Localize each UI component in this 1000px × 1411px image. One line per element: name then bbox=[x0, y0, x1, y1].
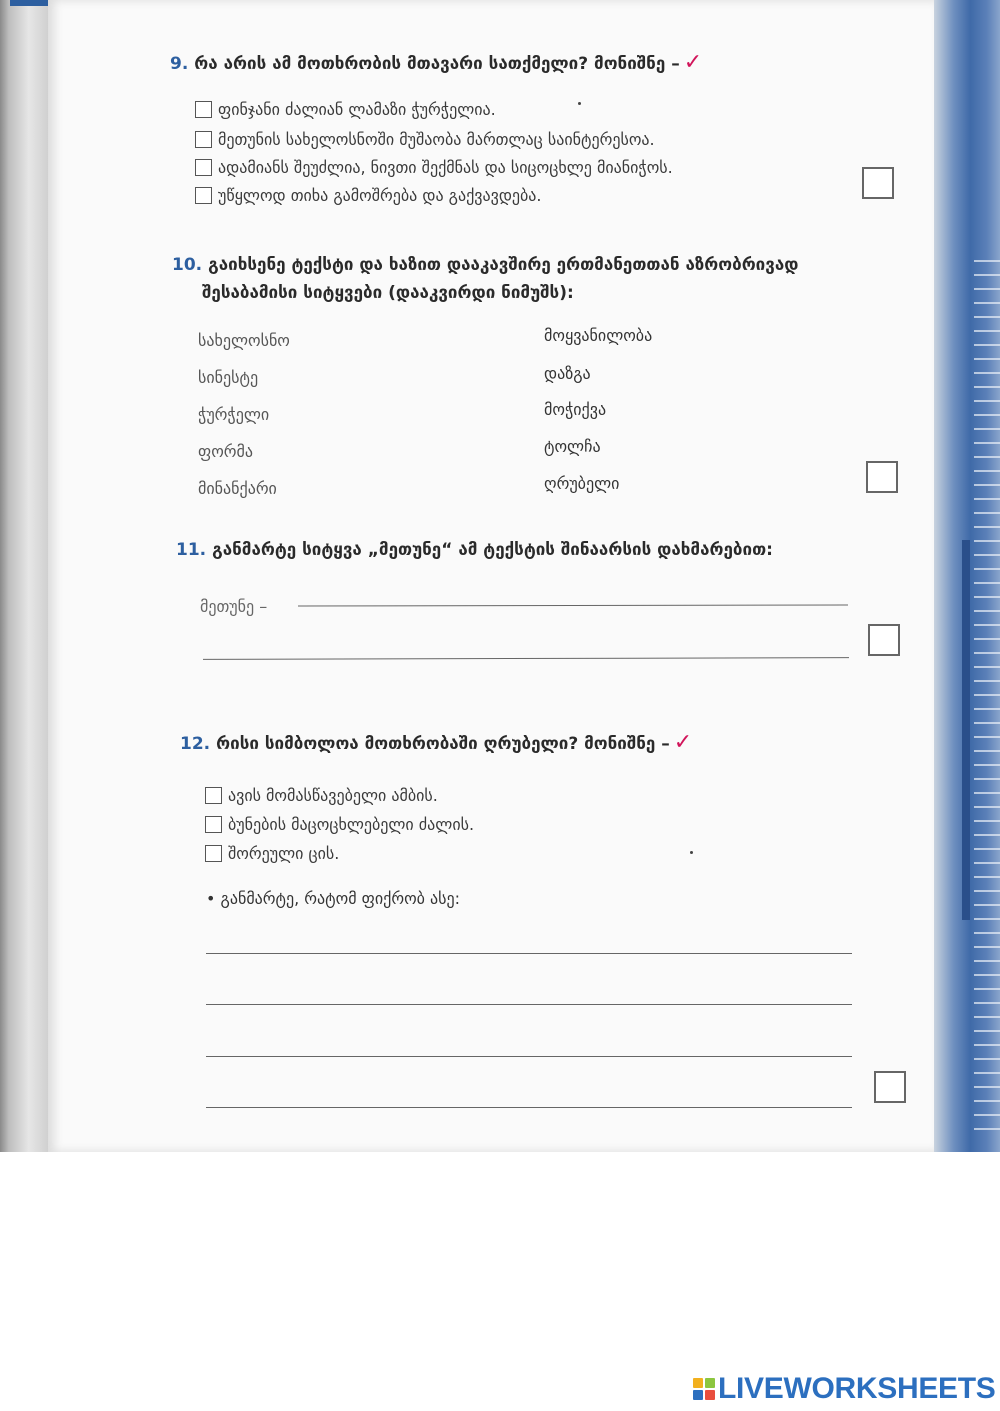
question-10-title-line1 bbox=[172, 255, 798, 275]
question-11-text: განმარტე სიტყვა „მეთუნე“ ამ ტექსტის შინაარსის დახმარებით: bbox=[212, 540, 773, 560]
q11-answer-label: მეთუნე – bbox=[200, 597, 268, 616]
top-edge-mark bbox=[10, 0, 50, 6]
question-10-text-1: გაიხსენე ტექსტი და ხაზით დააკავშირე ერთმანეთთან აზრობრივად bbox=[208, 255, 799, 275]
check-mark-icon: ✓ bbox=[683, 50, 703, 75]
notebook-cover-edge bbox=[934, 0, 1000, 1152]
checkbox[interactable] bbox=[195, 131, 212, 148]
question-12-text: რისი სიმბოლოა მოთხრობაში ღრუბელი? მონიშნე – bbox=[216, 734, 670, 754]
q12-option-3[interactable] bbox=[205, 844, 339, 863]
liveworksheets-logo[interactable] bbox=[693, 1372, 996, 1406]
q11-score-box[interactable] bbox=[868, 624, 900, 656]
cover-lines bbox=[974, 250, 1000, 1130]
q12-explain-text: განმარტე, რატომ ფიქრობ ასე: bbox=[220, 889, 461, 908]
q9-option-4[interactable] bbox=[195, 186, 542, 205]
q9-option-1[interactable] bbox=[195, 100, 496, 119]
question-11-title bbox=[176, 540, 773, 560]
question-10-number: 10. bbox=[172, 255, 203, 275]
logo-square bbox=[705, 1378, 715, 1388]
question-11-number: 11. bbox=[176, 540, 207, 560]
right-word: მოყვანილობა bbox=[544, 326, 653, 345]
q12-option-2[interactable] bbox=[205, 815, 474, 834]
q9-option-2[interactable] bbox=[195, 130, 655, 149]
checkbox[interactable] bbox=[205, 816, 222, 833]
question-12-title bbox=[180, 730, 692, 755]
q12-option-3-label: შორეული ცის. bbox=[228, 844, 340, 863]
answer-line[interactable] bbox=[206, 1107, 852, 1108]
q9-option-3-label: ადამიანს შეუძლია, ნივთი შექმნას და სიცოცხლე მიანიჭოს. bbox=[218, 158, 673, 177]
right-word: ღრუბელი bbox=[544, 474, 620, 493]
logo-icon bbox=[693, 1378, 715, 1400]
left-word: ფორმა bbox=[198, 442, 253, 461]
logo-text: LIVEWORKSHEETS bbox=[718, 1372, 996, 1405]
logo-square bbox=[693, 1390, 703, 1400]
question-12-number: 12. bbox=[180, 734, 211, 754]
q9-option-4-label: უწყლოდ თიხა გამოშრება და გაქვავდება. bbox=[218, 186, 542, 205]
q12-option-2-label: ბუნების მაცოცხლებელი ძალის. bbox=[228, 815, 475, 834]
right-word: ტოლჩა bbox=[544, 437, 601, 456]
q12-explain-prompt bbox=[206, 889, 460, 908]
checkbox[interactable] bbox=[195, 101, 212, 118]
logo-square bbox=[693, 1378, 703, 1388]
stray-dot bbox=[690, 851, 693, 854]
q12-score-box[interactable] bbox=[874, 1071, 906, 1103]
q9-score-box[interactable] bbox=[862, 167, 894, 199]
checkbox[interactable] bbox=[205, 787, 222, 804]
answer-line[interactable] bbox=[206, 953, 852, 954]
left-word: მინანქარი bbox=[198, 479, 277, 498]
right-word: დაზგა bbox=[544, 364, 591, 383]
bullet-icon: • bbox=[206, 889, 216, 908]
q10-score-box[interactable] bbox=[866, 461, 898, 493]
question-9-number: 9. bbox=[170, 54, 189, 74]
left-word: სახელოსნო bbox=[198, 331, 290, 350]
cover-stripe bbox=[962, 540, 970, 920]
answer-line[interactable] bbox=[206, 1056, 852, 1057]
left-word: ჭურჭელი bbox=[198, 405, 270, 424]
stray-dot bbox=[578, 102, 581, 105]
check-mark-icon: ✓ bbox=[673, 730, 693, 755]
right-word: მოჭიქვა bbox=[544, 400, 607, 419]
left-word: სინესტე bbox=[198, 368, 259, 387]
q12-option-1-label: ავის მომასწავებელი ამბის. bbox=[228, 786, 438, 805]
binding-shadow bbox=[0, 0, 48, 1152]
q9-option-2-label: მეთუნის სახელოსნოში მუშაობა მართლაც საინტერესოა. bbox=[218, 130, 655, 149]
checkbox[interactable] bbox=[205, 845, 222, 862]
checkbox[interactable] bbox=[195, 187, 212, 204]
q9-option-3[interactable] bbox=[195, 158, 673, 177]
question-9-title bbox=[170, 50, 702, 75]
answer-line[interactable] bbox=[206, 1004, 852, 1005]
q9-option-1-label: ფინჯანი ძალიან ლამაზი ჭურჭელია. bbox=[218, 100, 496, 119]
q12-option-1[interactable] bbox=[205, 786, 438, 805]
question-9-text: რა არის ამ მოთხრობის მთავარი სათქმელი? მონიშნე – bbox=[194, 54, 680, 74]
logo-square bbox=[705, 1390, 715, 1400]
question-10-title-line2: შესაბამისი სიტყვები (დააკვირდი ნიმუშს): bbox=[202, 283, 574, 303]
checkbox[interactable] bbox=[195, 159, 212, 176]
